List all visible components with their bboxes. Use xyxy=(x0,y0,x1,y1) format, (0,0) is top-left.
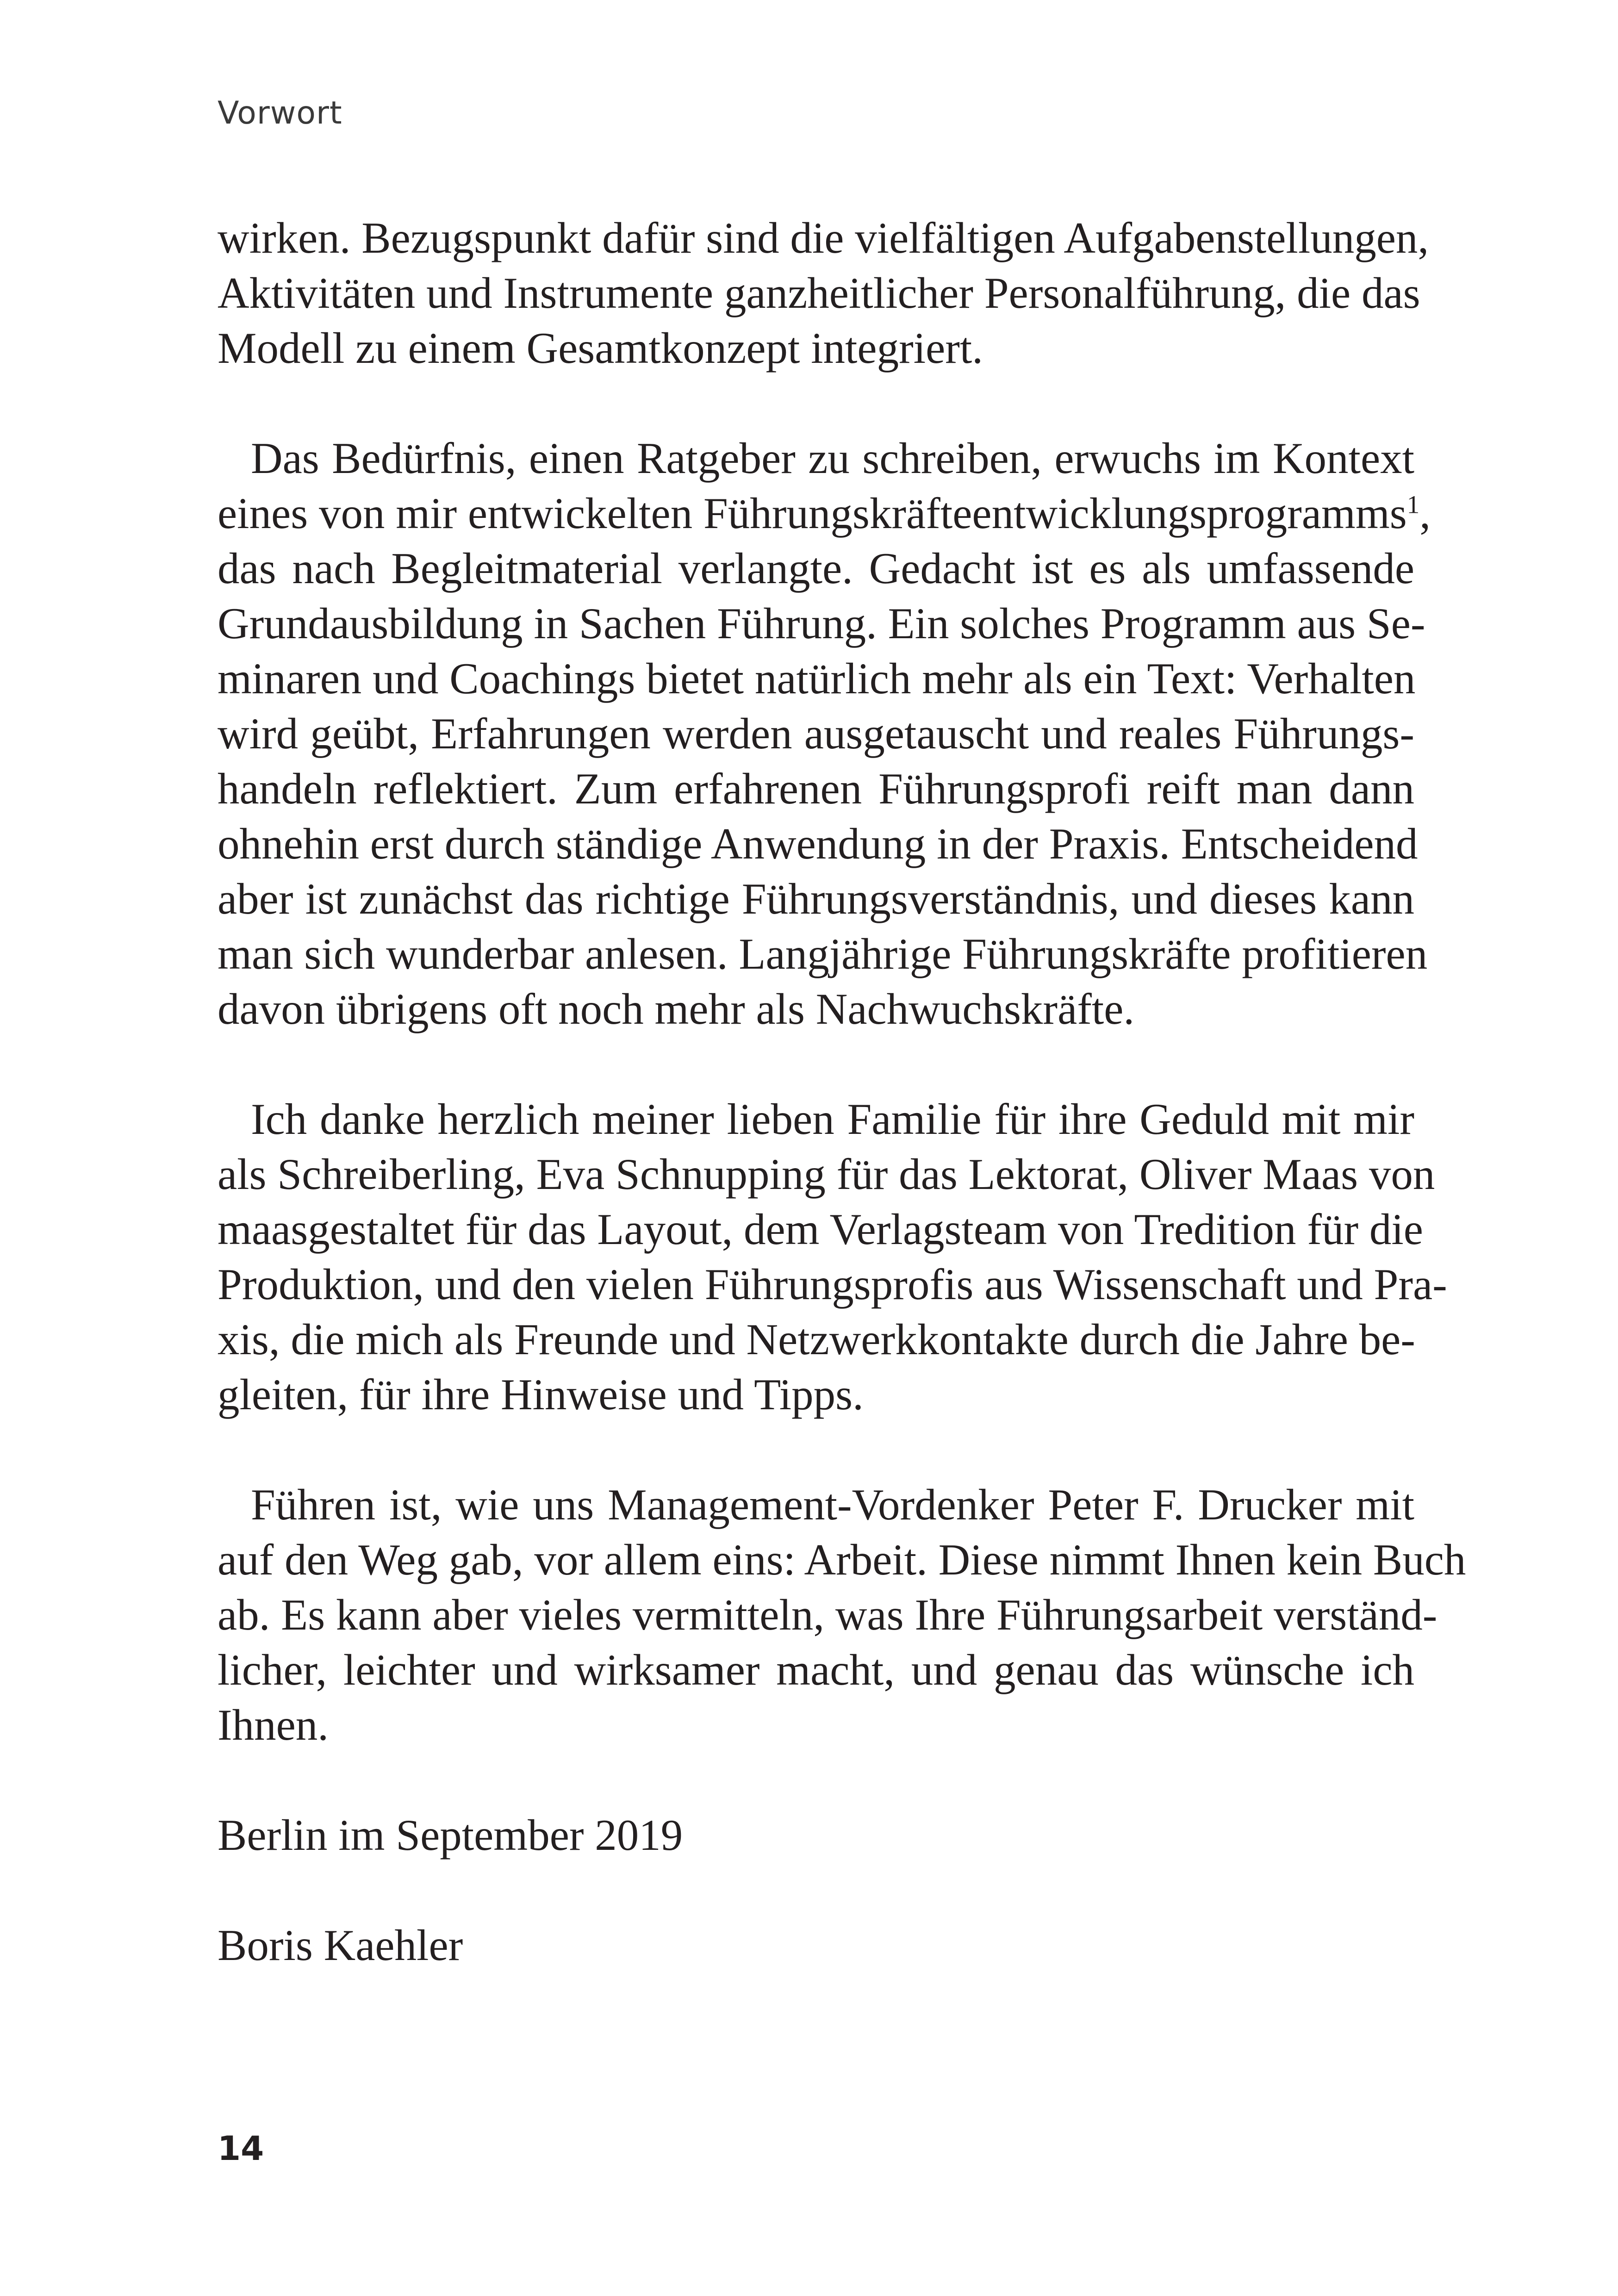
text-line: Das Bedürfnis, einen Ratgeber zu schreiben, erwuchs im Kontext xyxy=(251,434,1414,483)
place-date: Berlin im September 2019 xyxy=(218,1811,683,1860)
running-head: Vorwort xyxy=(218,95,342,131)
text-line: Produktion, und den vielen Führungsprofis aus Wissenschaft und Pra- xyxy=(218,1260,1447,1309)
footnote-marker[interactable]: 1 xyxy=(1406,490,1420,519)
text-line: minaren und Coachings bietet natürlich mehr als ein Text: Verhalten xyxy=(218,654,1416,703)
text-line-with-footnote xyxy=(218,486,1431,541)
text-line: ohnehin erst durch ständige Anwendung in der Praxis. Entscheidend xyxy=(218,819,1418,868)
text-line: man sich wunderbar anlesen. Langjährige Führungskräfte profitieren xyxy=(218,929,1428,978)
text-line: maasgestaltet für das Layout, dem Verlagsteam von Tredition für die xyxy=(218,1205,1423,1254)
body-text xyxy=(218,211,1466,2028)
text-line-content: eines von mir entwickelten Führungskräfteentwicklungsprogramms xyxy=(218,489,1407,538)
text-line: Führen ist, wie uns Management-Vordenker Peter F. Drucker mit xyxy=(251,1480,1414,1529)
footnote-suffix: , xyxy=(1419,489,1431,538)
text-line: wirken. Bezugspunkt dafür sind die vielfältigen Aufgabenstellungen, xyxy=(218,213,1429,262)
text-line: Grundausbildung in Sachen Führung. Ein solches Programm aus Se- xyxy=(218,599,1425,648)
text-line: Ihnen. xyxy=(218,1700,329,1749)
paragraph-2 xyxy=(218,431,1431,1037)
paragraph-4 xyxy=(218,1477,1466,1753)
text-line: licher, leichter und wirksamer macht, und genau das wünsche ich xyxy=(218,1645,1414,1694)
text-line: handeln reflektiert. Zum erfahrenen Führungsprofi reift man dann xyxy=(218,764,1414,813)
text-line: davon übrigens oft noch mehr als Nachwuchskräfte. xyxy=(218,984,1135,1033)
text-line: Modell zu einem Gesamtkonzept integriert. xyxy=(218,324,983,373)
text-line: aber ist zunächst das richtige Führungsverständnis, und dieses kann xyxy=(218,874,1414,923)
author-signature: Boris Kaehler xyxy=(218,1921,463,1970)
text-line: Aktivitäten und Instrumente ganzheitlicher Personalführung, die das xyxy=(218,268,1420,317)
text-line: ab. Es kann aber vieles vermitteln, was Ihre Führungsarbeit verständ- xyxy=(218,1590,1438,1639)
text-line: Ich danke herzlich meiner lieben Familie für ihre Geduld mit mir xyxy=(251,1095,1414,1144)
text-line: xis, die mich als Freunde und Netzwerkkontakte durch die Jahre be- xyxy=(218,1315,1415,1364)
text-line: das nach Begleitmaterial verlangte. Gedacht ist es als umfassende xyxy=(218,544,1414,593)
paragraph-3 xyxy=(218,1092,1447,1422)
text-line: als Schreiberling, Eva Schnupping für das Lektorat, Oliver Maas von xyxy=(218,1150,1435,1199)
text-line: gleiten, für ihre Hinweise und Tipps. xyxy=(218,1370,864,1419)
paragraph-1 xyxy=(218,211,1429,376)
text-line: auf den Weg gab, vor allem eins: Arbeit. Diese nimmt Ihnen kein Buch xyxy=(218,1535,1466,1584)
text-line: wird geübt, Erfahrungen werden ausgetauscht und reales Führungs- xyxy=(218,709,1414,758)
page-number: 14 xyxy=(218,2129,264,2168)
